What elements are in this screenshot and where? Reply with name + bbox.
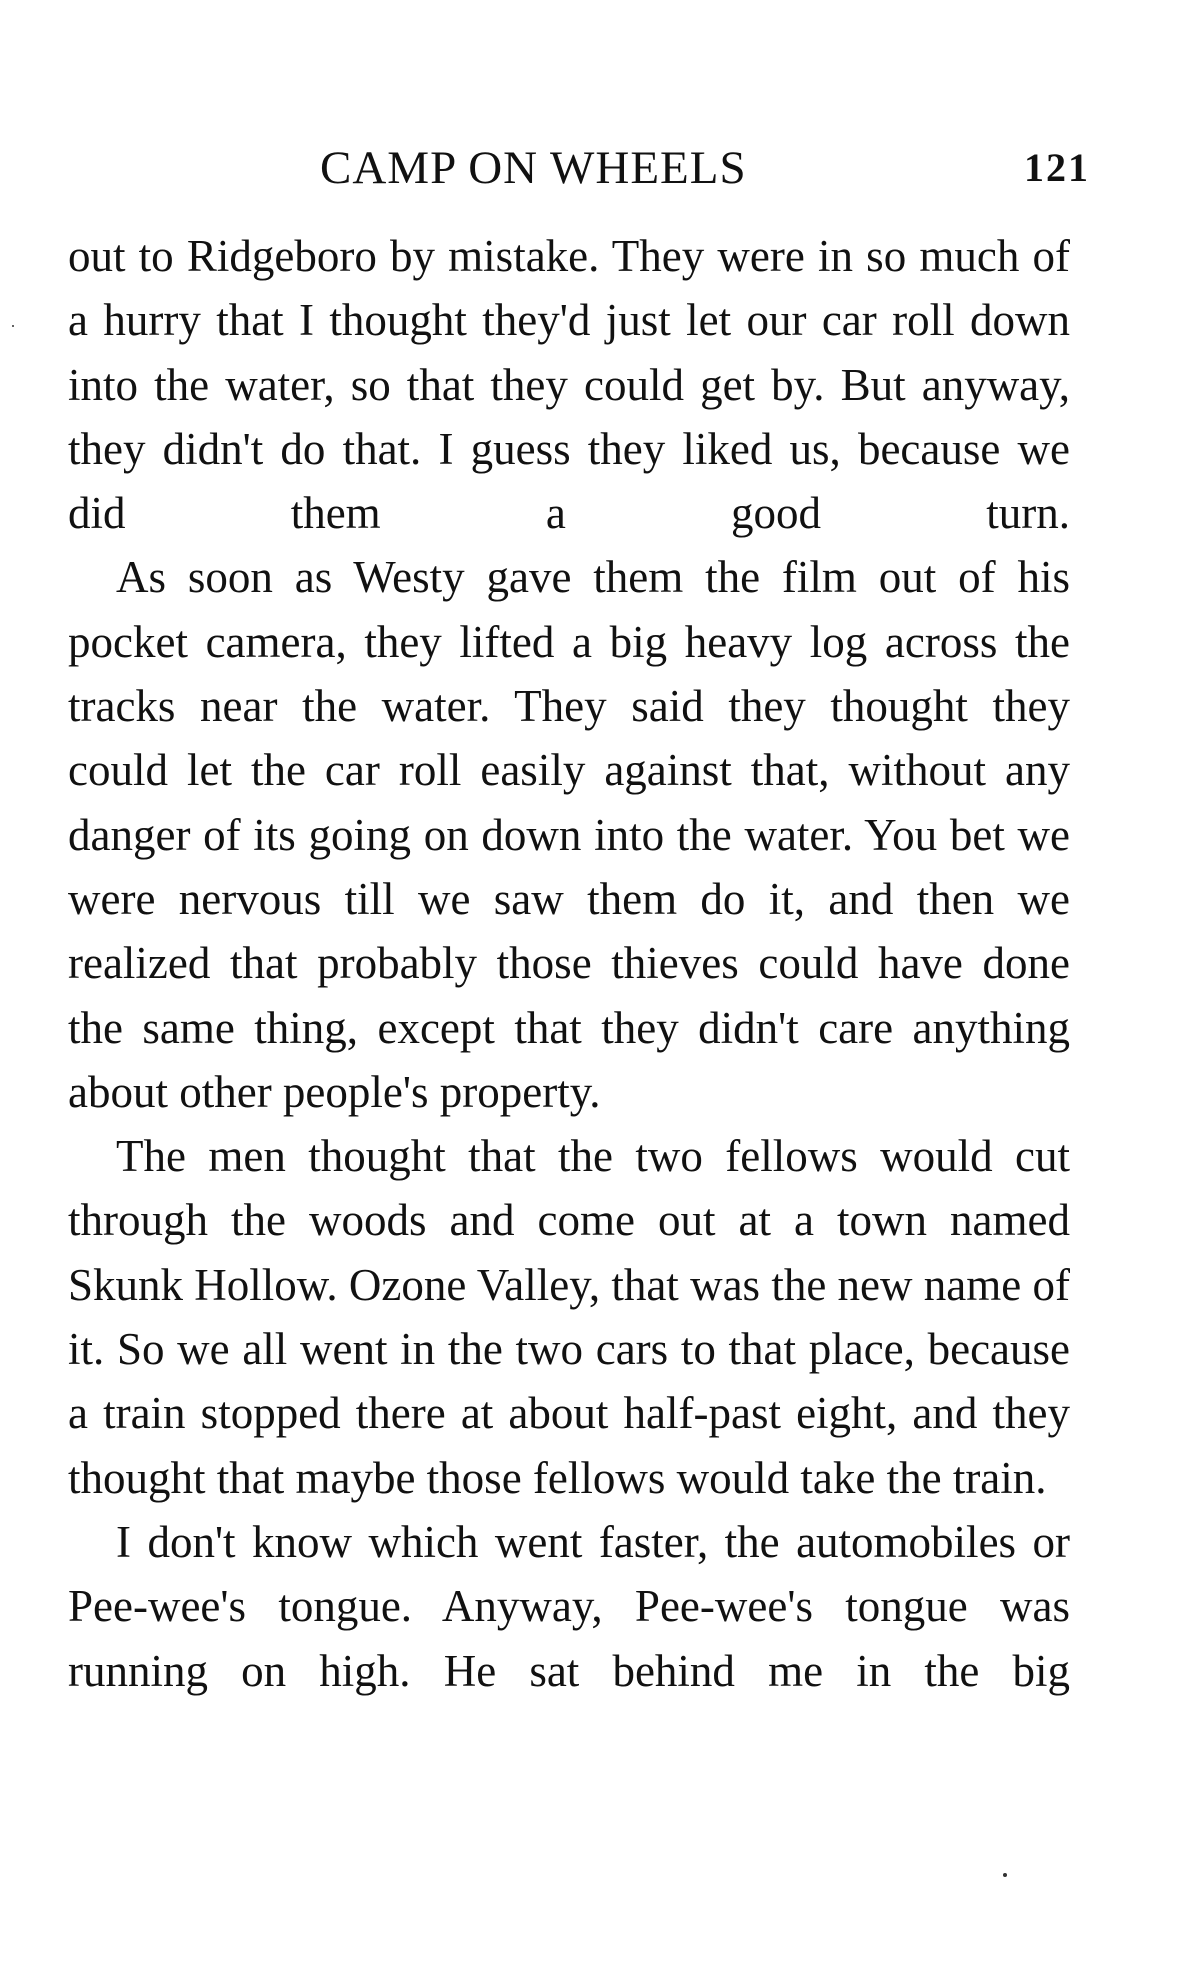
paragraph: out to Ridgeboro by mistake. They were in so much of a hurry that I thought they'd just let our car roll down into the water, so that they could get by. But anyway, they didn't do that. I guess they liked us, because we did them a good turn.	[68, 231, 1070, 539]
body-text	[68, 224, 1070, 1703]
paragraph: I don't know which went faster, the automobiles or Pee-wee's tongue. Anyway, Pee-wee's tongue was running on high. He sat behind me in the big	[68, 1516, 1070, 1696]
page-number: 121	[1024, 145, 1090, 190]
print-speck	[1003, 1873, 1007, 1877]
running-head	[320, 138, 1090, 198]
print-speck	[12, 325, 14, 327]
paragraph: The men thought that the two fellows would cut through the woods and come out at a town named Skunk Hollow. Ozone Valley, that was the new name of it. So we all went in the two cars to that place, because a train stopped there at about half-past eight, and they thought that maybe those fellows would take the train.	[68, 1131, 1070, 1503]
paragraph: As soon as Westy gave them the film out of his pocket camera, they lifted a big heavy log across the tracks near the water. They said they thought they could let the car roll easily against that, without any danger of its going on down into the water. You bet we were nervous till we saw them do it, and then we realized that probably those thieves could have done the same thing, except that they didn't care anything about other people's property.	[68, 552, 1070, 1117]
running-title: CAMP ON WHEELS	[320, 142, 747, 194]
